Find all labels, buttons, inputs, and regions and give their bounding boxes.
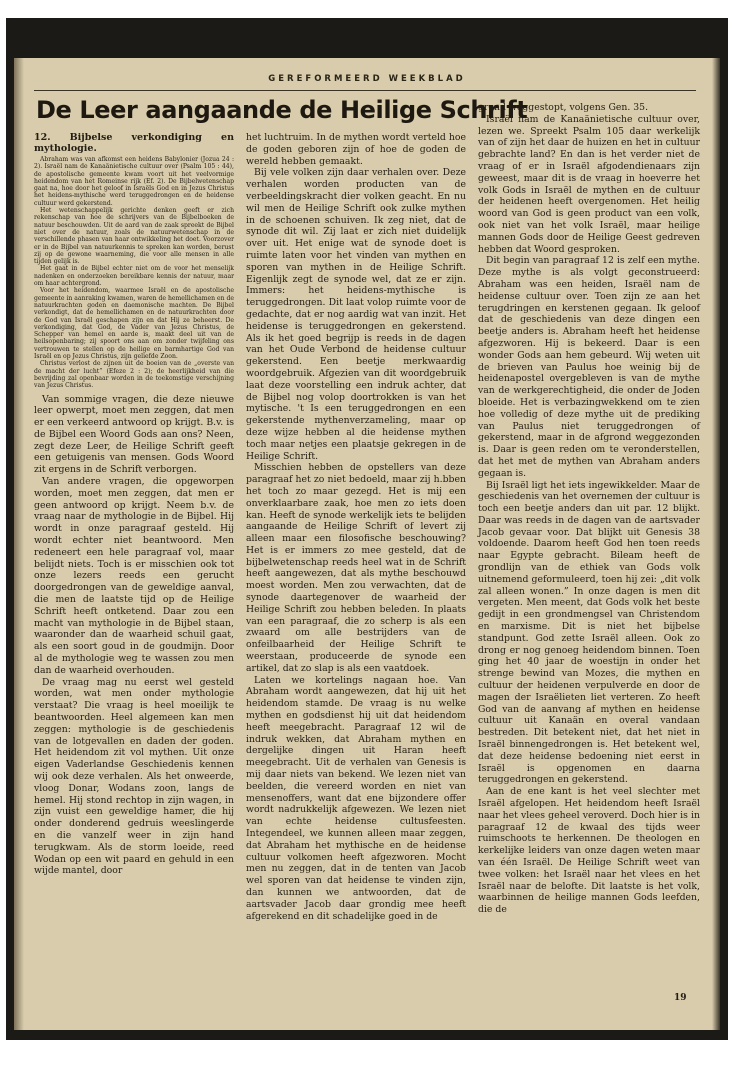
page-shadow-left: [14, 58, 24, 1030]
body-paragraph: Aan de ene kant is het veel slechter met Israël afgelopen. Het heidendom heeft Israël naar het vlees geheel veroverd. Doch hier is in paragraaf 12 de kwaal des tijds weer ruimschoots te herkennen. De theologen en kerkelijke leiders van onze dagen weten maar van één Israël. De Heilige Schrift weet van twee volken: het Israël naar het vlees en het Israël naar de belofte. Dit laatste is het volk, waarbinnen de heilige mannen Gods leefden, die de: [478, 786, 700, 916]
body-paragraph: het luchtruim. In de mythen wordt verteld hoe de goden geboren zijn of hoe de goden de wereld hebben gemaakt.: [246, 132, 466, 167]
page-shadow-right: [712, 58, 720, 1030]
section-heading: 12. Bijbelse verkondiging en mythologie.: [34, 132, 234, 154]
body-paragraph: Van sommige vragen, die deze nieuwe leer opwerpt, moet men zeggen, dat men er een verkeerd antwoord op krijgt. B.v. is de Bijbel een Woord Gods aan ons? Neen, zegt deze Leer, de Heilige Schrift geeft een getuigenis van mensen. Gods Woord zit ergens in de Schrift verborgen.: [34, 393, 234, 476]
body-paragraph: Bij Israël ligt het iets ingewikkelder. Maar de geschiedenis van het overnemen der cultuur is toch een beetje anders dan uit par. 12 blijkt. Daar was reeds in de dagen van de aartsvader Jacob gevaar voor. Dat blijkt uit Genesis 38 voldoende. Daarom heeft God hen toen reeds naar Egypte gebracht. Bileam heeft de grondlijn van de ethiek van Gods volk uitnemend geformuleerd, toen hij zei: „dit volk zal alleen wonen.” In onze dagen is men dit vergeten. Men meent, dat Gods volk het beste gedijt in een grondmengsel van Christendom en marxisme. Dit is niet het bijbelse standpunt. God zette Israël alleen. Ook zo drong er nog genoeg heidendom binnen. Toen ging het 40 jaar de woestijn in onder het strenge bewind van Mozes, die mythen en cultuur der heidenen verpulverde en door de magen der Israëlieten liet verteren. Zo heeft God van de aanvang af mythen en heidense cultuur uit Kanaän en overal vandaan bestreden. Dit betekent niet, dat het niet in Israël binnengedrongen is. Het betekent wel, dat deze heidense bedoening niet eerst in Israël is opgenomen en daarna teruggedrongen en gekerstend.: [478, 479, 700, 786]
body-paragraph: De vraag mag nu eerst wel gesteld worden, wat men onder mythologie verstaat? Die vraag is heel moeilijk te beantwoorden. Heel algemeen kan men zeggen: mythologie is de geschiedenis van de lotgevallen en daden der goden. Het heidendom zit vol mythen. Uit onze eigen Vaderlandse Geschiedenis kennen wij ook deze verhalen. Als het onweerde, vloog Donar, Wodans zoon, langs de hemel. Hij stond rechtop in zijn wagen, in zijn vuist een geweldige hamer, die hij onder donderend gedruis weeslingerde en die vanzelf weer in zijn hand terugkwam. Als de storm loeide, reed Wodan op een wit paard en gehuld in een wijde mantel, door: [34, 676, 234, 877]
body-paragraph: Israël nam de Kanaänietische cultuur over, lezen we. Spreekt Psalm 105 daar werkelijk van of zijn het daar de huizen en het in cultuur gebrachte land? En dan is het verder niet de vraag of er in Israël afgodendienaars zijn geweest, maar dit is de vraag in hoeverre het volk Gods in Israël de mythen en de cultuur der heidenen heeft overgenomen. Het heilig woord van God is geen product van een volk, ook niet van het volk Israël, maar heilige mannen Gods door de Heilige Geest gedreven hebben dat Woord gesproken.: [478, 113, 700, 255]
summary-note: Christus verlost de zijnen uit de boeien van de „overste van de macht der lucht” (Efeze 2 : 2); de heerlijkheid van die bevrijding zal openbaar worden in de toekomstige verschijning van Jezus Christus.: [34, 360, 234, 390]
body-paragraph: Bij vele volken zijn daar verhalen over. Deze verhalen worden producten van de verbeeldingskracht dier volken geacht. En nu wil men de Heilige Schrift ook zulke mythen in de schoenen schuiven. Ik zeg niet, dat de synode dit wil. Zij laat er zich niet duidelijk over uit. Het enige wat de synode doet is ruimte laten voor het vinden van mythen en sporen van mythen in de Heilige Schrift. Eigenlijk zegt de synode wel, dat ze er zijn. Immers: het heidens-mythische is teruggedrongen. Dit laat volop ruimte voor de gedachte, dat er nog aardig wat van inzit. Het heidense is teruggedrongen en gekerstend. Als ik het goed begrijp is reeds in de dagen van het Oude Verbond de heidense cultuur gekerstend. Een beetje merkwaardig woordgebruik. Afgezien van dit woordgebruik laat deze voorstelling een indruk achter, dat de Bijbel nog volop doortrokken is van het mytische. 't Is een teruggedrongen en een gekerstende mythenverzameling, maar op deze wijze hebben al die heidense mythen toch maar netjes een plaatsje gekregen in de Heilige Schrift.: [246, 167, 466, 462]
summary-note: Het gaat in de Bijbel echter niet om de voor het menselijk nadenken en onderzoeken bereikbare kennis der natuur, maar om haar achtergrond.: [34, 265, 234, 288]
body-paragraph: grond weggestopt, volgens Gen. 35.: [478, 102, 649, 113]
newspaper-page: [14, 58, 720, 1030]
summary-note: Voor het heidendom, waarmee Israël en de apostolische gemeente in aanraking kwamen, waren de hemellichamen en de natuurkrachten goden en daemonische machten. De Bijbel verkondigt, dat de hemellichamen en de natuurkrachten door de God van Israël geschapen zijn en dat Hij ze beheerst. De verkondiging, dat God, de Vader van Jezus Christus, de Schepper van hemel en aarde is, maakt deel uit van de heilsopenbaring; zij spoort ons aan om zonder twijfeling ons vertrouwen te stellen op de heilige en barmhartige God van Israël en op Jezus Christus, zijn geliefde Zoon.: [34, 287, 234, 361]
page-number: 19: [674, 993, 687, 1003]
body-paragraph: Van andere vragen, die opgeworpen worden, moet men zeggen, dat men er geen antwoord op krijgt. Neem b.v. de vraag naar de mythologie in de Bijbel. Hij wordt in onze paragraaf gesteld. Hij wordt echter niet beantwoord. Men redeneert een hele paragraaf vol, maar belijdt niets. Toch is er misschien ook tot onze lezers reeds een gerucht doorgedrongen van de geweldige aanval, die men de laatste tijd op de Heilige Schrift heeft ontketend. Daar zou een macht van mythologie in de Bijbel staan, waaronder dan de waarheid schuil gaat, als een soort goud in de goudmijn. Door al de mythologie weg te wassen zou men dan de waarheid overhouden.: [34, 476, 234, 676]
summary-note: Het wetenschappelijk gerichte denken geeft er zich rekenschap van hoe de schrijvers van de Bijbelboeken de natuur beschouwden. Uit de aard van de zaak spreekt de Bijbel niet over de natuur, zoals de natuurwetenschap in de verschillende phasen van haar ontwikkeling het doet. Voorzover er in de Bijbel van natuurkennis te spreken kan worden, berust zij op de gewone waarneming, die voor alle mensen in alle tijden gelijk is.: [34, 207, 234, 266]
body-paragraph: Misschien hebben de opstellers van deze paragraaf het zo niet bedoeld, maar zij h.bben het toch zo maar gezegd. Het is mij een onverklaarbare zaak, hoe men zo iets doen kan. Heeft de synode werkelijk iets te belijden aangaande de Heilige Schrift of levert zij alleen maar een filosofische beschouwing? Het is er immers zo mee gesteld, dat de bijbelwetenschap reeds heel wat in de Schrift heeft aangewezen, dat als mythe beschouwd moest worden. Men zou verwachten, dat de synode daartegenover de waarheid der Heilige Schrift zou hebben beleden. In plaats van een paragraaf, die zo scherp is als een zwaard om alle bestrijders van de onfeilbaarheid der Heilige Schrift te weerstaan, produceerde de synode een artikel, dat zo slap is als een vaatdoek.: [246, 462, 466, 674]
running-head: GEREFORMEERD WEEKBLAD: [268, 74, 466, 84]
summary-note: Abraham was van afkomst een heidens Babylonier (Jozua 24 : 2). Israël nam de Kanaänietische cultuur over (Psalm 105 : 44), de apostolische gemeente kwam voort uit het veelvormige heidendom van het Romeinse rijk (Ef. 2). De Bijbelwetenschap gaat na, hoe door het geloof in Israëls God en in Jezus Christus het heidens-mythische werd teruggedrongen en de heidense cultuur werd gekerstend.: [34, 156, 234, 207]
body-paragraph: Laten we kortelings nagaan hoe. Van Abraham wordt aangewezen, dat hij uit het heidendom stamde. De vraag is nu welke mythen en godsdienst hij uit dat heidendom heeft meegebracht. Paragraaf 12 wil de indruk wekken, dat Abraham mythen en dergelijke dingen uit Haran heeft meegebracht. Uit de verhalen van Genesis is mij daar niets van bekend. We lezen niet van beelden, die vereerd worden en niet van mensenoffers, want dat ene bijzondere offer wordt nadrukkelijk afgewezen. We lezen niet van echte heidense cultusfeesten. Integendeel, we kunnen alleen maar zeggen, dat Abraham het mythische en de heidense cultuur volkomen heeft afgezworen. Mocht men nu zeggen, dat in de tenten van Jacob wel sporen van dat heidense te vinden zijn, dan kunnen we antwoorden, dat de aartsvader Jacob daar grondig mee heeft afgerekend en dit schadelijke goed in de: [246, 674, 466, 922]
header-rule: [34, 90, 696, 91]
body-paragraph: Dit begin van paragraaf 12 is zelf een mythe. Deze mythe is als volgt geconstrueerd: Abraham was een heiden, Israël nam de heidense cultuur over. Toen zijn ze aan het terugdringen en kerstenen gegaan. Ik geloof dat de geschiedenis van deze dingen een beetje anders is. Abraham heeft het heidense afgezworen. Hij is bekeerd. Daar is een wonder Gods aan hem gebeurd. Wij weten uit de brieven van Paulus hoe weinig bij de heidenapostel overgebleven is van de mythe van de werkgerechtigheid, die onder de Joden bloeide. Het is verbazingwekkend om te zien hoe volledig of deze mythe uit de prediking van Paulus niet teruggedrongen of gekerstend, maar in de afgrond weggezonden is. Daar is geen reden om te veronderstellen, dat het met de mythen van Abraham anders gegaan is.: [478, 255, 700, 479]
column-2: [246, 132, 466, 922]
article-title: De Leer aangaande de Heilige Schrift: [36, 96, 528, 124]
column-3: [478, 102, 700, 916]
column-1: [34, 132, 234, 877]
